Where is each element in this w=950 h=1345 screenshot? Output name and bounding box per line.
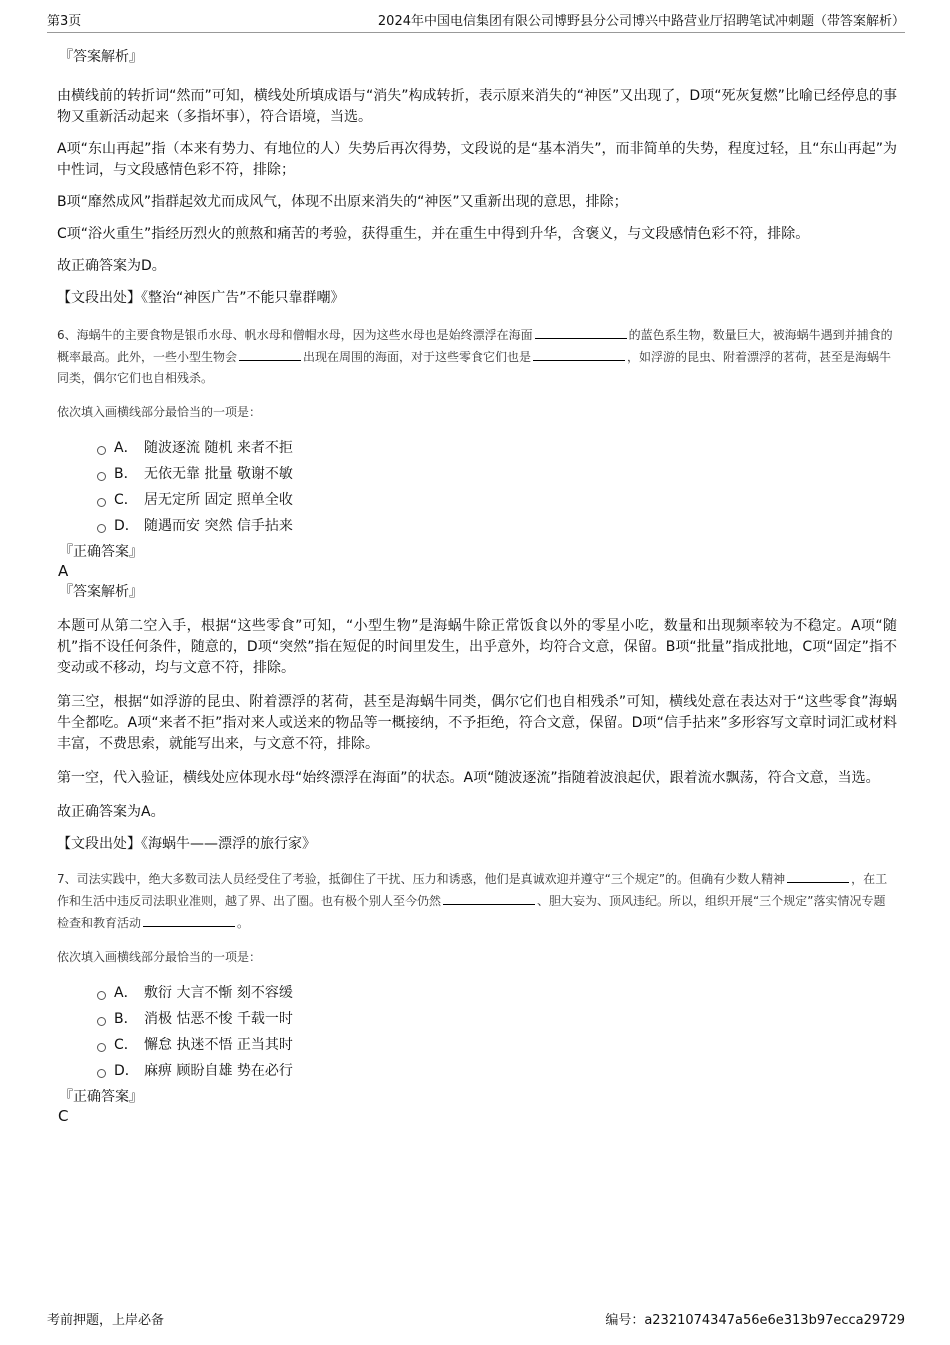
option-c[interactable]: C． 居无定所 固定 照单全收 xyxy=(97,487,897,513)
fill-blank xyxy=(143,912,235,927)
analysis-paragraph: 由横线前的转折词“然而”可知，横线处所填成语与“消失”构成转折，表示原来消失的“神医”又出现了，D项“死灰复燃”比喻已经停息的事物又重新活动起来（多指坏事），符合语境，当选。 xyxy=(57,88,897,125)
option-a[interactable]: A． 敷衍 大言不惭 刻不容缓 xyxy=(97,980,897,1006)
correct-answer-label: 『正确答案』 xyxy=(59,1089,143,1105)
fill-blank xyxy=(239,346,301,361)
radio-icon[interactable] xyxy=(97,446,106,455)
correct-answer: C xyxy=(58,1107,69,1125)
question-6-options xyxy=(97,435,897,539)
question-6-stem: 6、海蜗牛的主要食物是银币水母、帆水母和僧帽水母，因为这些水母也是始终漂浮在海面 的蓝色系生物，数量巨大，被海蜗牛遇到并捕食的概率最高。此外，一些小型生物会 出现在周围的海面，对于这些零食它们也是 ，如浮游的昆虫、附着漂浮的茗荷，甚至是海蜗牛同类，偶尔它们也自相残杀。 xyxy=(57,324,897,389)
radio-icon[interactable] xyxy=(97,498,106,507)
fill-blank xyxy=(787,868,849,883)
option-d[interactable]: D． 麻痹 顾盼自雄 势在必行 xyxy=(97,1058,897,1084)
analysis-paragraph: B项“靡然成风”指群起效尤而成风气，体现不出原来消失的“神医”又重新出现的意思，排除； xyxy=(57,194,628,210)
radio-icon[interactable] xyxy=(97,1043,106,1052)
analysis-label: 『答案解析』 xyxy=(59,584,143,600)
option-c[interactable]: C． 懈怠 执迷不悟 正当其时 xyxy=(97,1032,897,1058)
analysis-paragraph: 第三空，根据“如浮游的昆虫、附着漂浮的茗荷，甚至是海蜗牛同类，偶尔它们也自相残杀”可知，横线处意在表达对于“这些零食”海蜗牛全都吃。A项“来者不拒”指对来人或送来的物品等一概接纳，不予拒绝，符合文意，保留。D项“信手拈来”多形容写文章时词汇或材料丰富，不费思索，就能写出来，与文意不符，排除。 xyxy=(57,694,897,752)
document-title: 2024年中国电信集团有限公司博野县分公司博兴中路营业厅招聘笔试冲刺题（带答案解析） xyxy=(377,14,905,29)
analysis-conclusion: 故正确答案为A。 xyxy=(57,804,165,820)
analysis-paragraph: C项“浴火重生”指经历烈火的煎熬和痛苦的考验，获得重生，并在重生中得到升华，含褒义，与文段感情色彩不符，排除。 xyxy=(57,226,810,242)
page-content xyxy=(57,42,897,1125)
correct-answer: A xyxy=(58,562,69,580)
option-a[interactable]: A． 随波逐流 随机 来者不拒 xyxy=(97,435,897,461)
radio-icon[interactable] xyxy=(97,1069,106,1078)
correct-answer-label: 『正确答案』 xyxy=(59,544,143,560)
question-7-options xyxy=(97,980,897,1084)
fill-blank xyxy=(443,890,535,905)
radio-icon[interactable] xyxy=(97,524,106,533)
option-b[interactable]: B． 无依无靠 批量 敬谢不敏 xyxy=(97,461,897,487)
option-b[interactable]: B． 消极 怙恶不悛 千载一时 xyxy=(97,1006,897,1032)
radio-icon[interactable] xyxy=(97,1017,106,1026)
fill-blank xyxy=(533,346,625,361)
analysis-paragraph: A项“东山再起”指（本来有势力、有地位的人）失势后再次得势，文段说的是“基本消失”，而非简单的失势，程度过轻，且“东山再起”为中性词，与文段感情色彩不符，排除； xyxy=(57,141,897,178)
page-number: 第3页 xyxy=(47,14,82,29)
footer-slogan: 考前押题，上岸必备 xyxy=(47,1313,165,1328)
source-citation: 【文段出处】《整治“神医广告”不能只靠群嘲》 xyxy=(57,290,345,306)
analysis-label: 『答案解析』 xyxy=(59,49,143,65)
analysis-conclusion: 故正确答案为D。 xyxy=(57,258,166,274)
analysis-paragraph: 本题可从第二空入手，根据“这些零食”可知，“小型生物”是海蜗牛除正常饭食以外的零星小吃，数量和出现频率较为不稳定。A项“随机”指不设任何条件，随意的，D项“突然”指在短促的时间里发生，出乎意外，均符合文意，保留。B项“批量”指成批地，C项“固定”指不变动或不移动，均与文意不符，排除。 xyxy=(57,618,897,676)
document-code: 编号：a2321074347a56e6e313b97ecca29729 xyxy=(605,1313,905,1328)
radio-icon[interactable] xyxy=(97,991,106,1000)
question-7-prompt: 依次填入画横线部分最恰当的一项是： xyxy=(57,950,262,964)
question-6-prompt: 依次填入画横线部分最恰当的一项是： xyxy=(57,405,262,419)
page-header xyxy=(47,12,905,33)
source-citation: 【文段出处】《海蜗牛——漂浮的旅行家》 xyxy=(57,836,316,852)
question-7-stem: 7、司法实践中，绝大多数司法人员经受住了考验，抵御住了干扰、压力和诱惑，他们是真诚欢迎并遵守“三个规定”的。但确有少数人精神 ，在工作和生活中违反司法职业准则，越了界、出了圈。也有极个别人至今仍然 、胆大妄为、顶风违纪。所以，组织开展“三个规定”落实情况专题检查和教育活动 。 xyxy=(57,868,897,934)
fill-blank xyxy=(535,324,627,339)
analysis-paragraph: 第一空，代入验证，横线处应体现水母“始终漂浮在海面”的状态。A项“随波逐流”指随着波浪起伏，跟着流水飘荡，符合文意，当选。 xyxy=(57,770,880,786)
radio-icon[interactable] xyxy=(97,472,106,481)
option-d[interactable]: D． 随遇而安 突然 信手拈来 xyxy=(97,513,897,539)
